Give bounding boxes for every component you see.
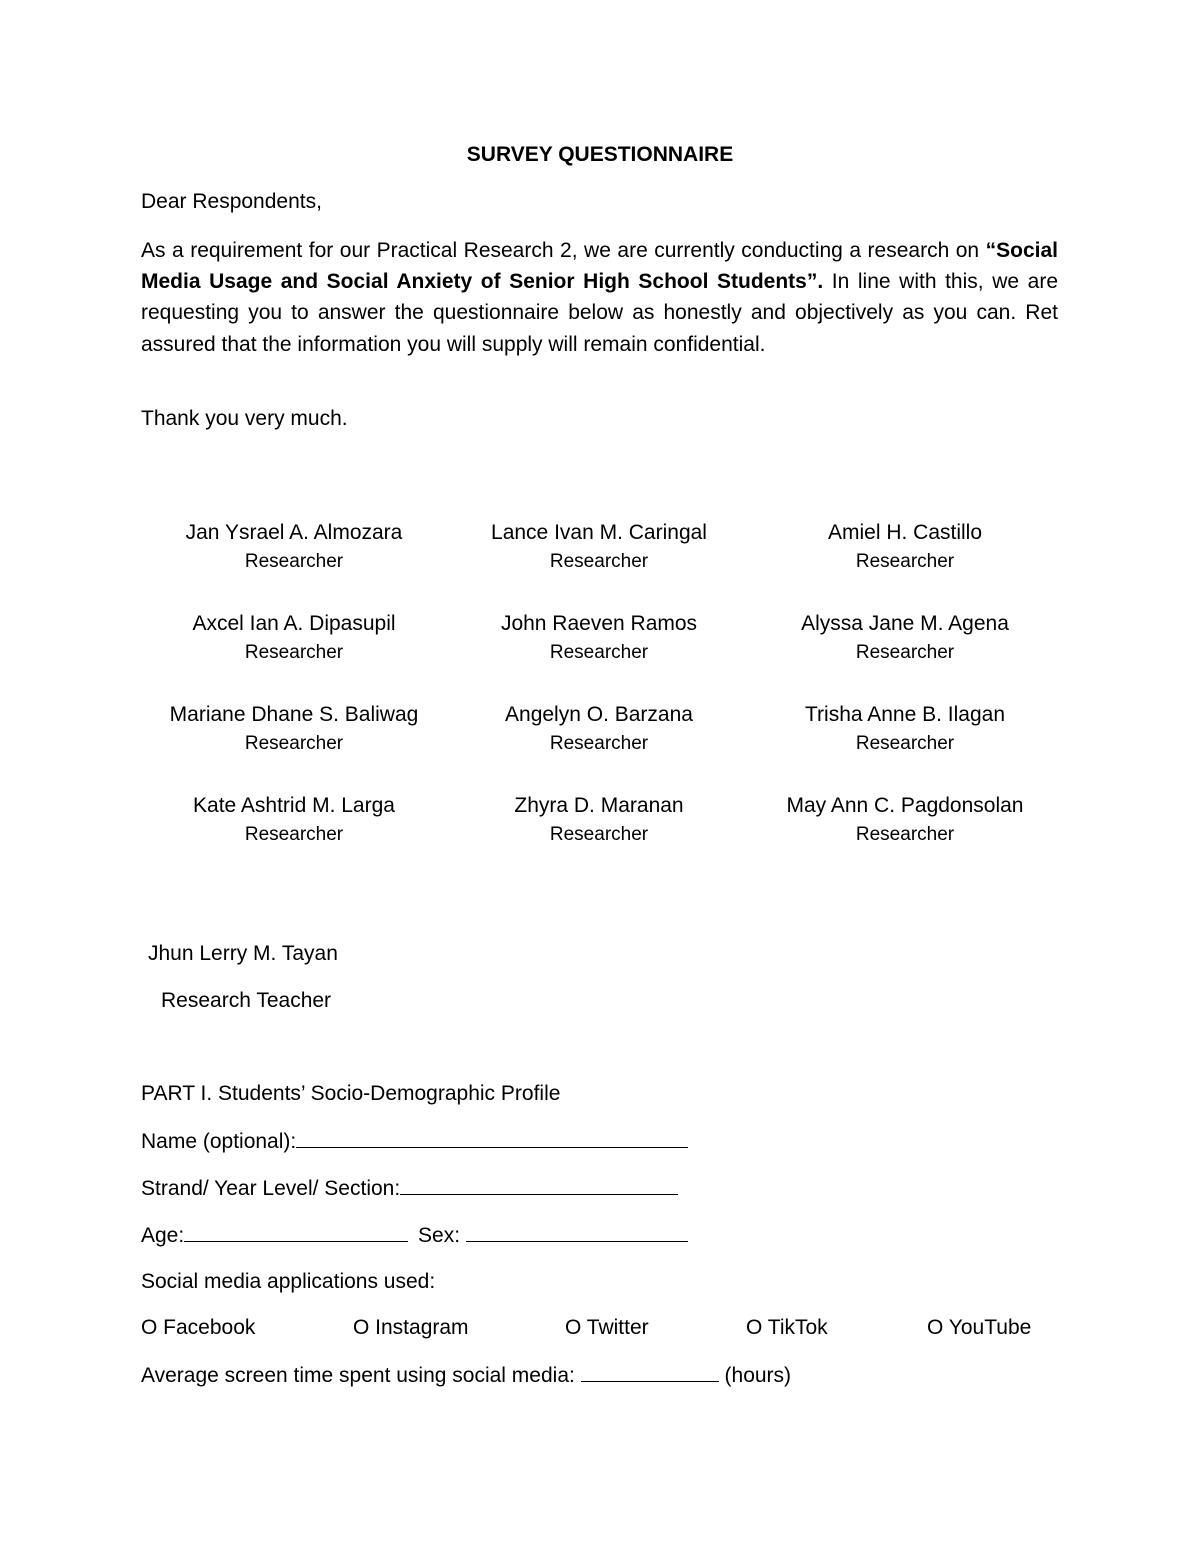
closing-thanks: Thank you very much. xyxy=(141,407,348,430)
document-title: SURVEY QUESTIONNAIRE xyxy=(466,143,734,166)
salutation: Dear Respondents, xyxy=(141,190,322,213)
screen-time-unit: (hours) xyxy=(724,1364,792,1387)
researcher-name: Lance Ivan M. Caringal xyxy=(491,521,707,544)
screen-time-blank[interactable] xyxy=(581,1363,719,1382)
tiktok-option[interactable]: O TikTok xyxy=(746,1316,828,1339)
researcher-name: Amiel H. Castillo xyxy=(827,521,983,544)
instagram-option[interactable]: O Instagram xyxy=(353,1316,469,1339)
age-blank[interactable] xyxy=(184,1223,408,1242)
teacher-role: Research Teacher xyxy=(161,989,332,1012)
researcher-name: Angelyn O. Barzana xyxy=(505,703,693,726)
researcher-entry xyxy=(745,613,1065,662)
strand-blank[interactable] xyxy=(400,1176,678,1195)
researcher-entry xyxy=(134,613,454,662)
researcher-entry xyxy=(439,795,759,844)
researcher-name: May Ann C. Pagdonsolan xyxy=(786,794,1024,817)
researcher-entry xyxy=(439,522,759,571)
sex-label: Sex: xyxy=(418,1224,461,1247)
researcher-entry xyxy=(745,522,1065,571)
intro-text-start: As a requirement for our Practical Research 2, we are currently conducting a research on xyxy=(141,239,986,262)
researcher-entry xyxy=(439,613,759,662)
researcher-entry xyxy=(134,704,454,753)
researcher-role: Researcher xyxy=(549,551,649,572)
researcher-role: Researcher xyxy=(244,642,344,663)
researcher-entry xyxy=(439,704,759,753)
screen-time-label: Average screen time spent using social media: xyxy=(141,1364,575,1387)
researcher-entry xyxy=(134,795,454,844)
name-blank[interactable] xyxy=(296,1129,688,1148)
intro-paragraph xyxy=(141,235,1058,360)
name-label: Name (optional): xyxy=(141,1130,297,1153)
researcher-name: Zhyra D. Maranan xyxy=(514,794,684,817)
researcher-name: Alyssa Jane M. Agena xyxy=(801,612,1009,635)
researcher-role: Researcher xyxy=(855,733,955,754)
screen-time-field xyxy=(141,1363,791,1388)
researcher-role: Researcher xyxy=(549,642,649,663)
researcher-name: Trisha Anne B. Ilagan xyxy=(804,703,1005,726)
intro-text-end: In line with this, we are requesting you to answer the questionnaire below as honestly and objectively as you can. Ret assured that the information you will supply will remain confidential. xyxy=(141,270,1058,356)
researcher-name: John Raeven Ramos xyxy=(500,612,698,635)
age-sex-field xyxy=(141,1223,688,1248)
researcher-role: Researcher xyxy=(244,551,344,572)
researcher-role: Researcher xyxy=(855,824,955,845)
researcher-name: Axcel Ian A. Dipasupil xyxy=(192,612,396,635)
researcher-role: Researcher xyxy=(855,551,955,572)
researcher-entry xyxy=(745,704,1065,753)
researcher-name: Mariane Dhane S. Baliwag xyxy=(169,703,419,726)
researcher-entry xyxy=(134,522,454,571)
researcher-role: Researcher xyxy=(244,824,344,845)
researcher-name: Jan Ysrael A. Almozara xyxy=(185,521,403,544)
youtube-option[interactable]: O YouTube xyxy=(927,1316,1032,1339)
sex-blank[interactable] xyxy=(466,1223,688,1242)
name-field xyxy=(141,1129,688,1154)
researcher-role: Researcher xyxy=(855,642,955,663)
researcher-name: Kate Ashtrid M. Larga xyxy=(193,794,395,817)
age-label: Age: xyxy=(141,1224,185,1247)
researcher-role: Researcher xyxy=(244,733,344,754)
researcher-role: Researcher xyxy=(549,824,649,845)
teacher-name: Jhun Lerry M. Tayan xyxy=(148,942,338,965)
strand-label: Strand/ Year Level/ Section: xyxy=(141,1177,401,1200)
strand-field xyxy=(141,1176,678,1201)
research-title: “Social Media Usage and Social Anxiety of Senior High School Students”. xyxy=(141,239,1058,294)
researcher-entry xyxy=(745,795,1065,844)
facebook-option[interactable]: O Facebook xyxy=(141,1316,256,1339)
researcher-role: Researcher xyxy=(549,733,649,754)
apps-label: Social media applications used: xyxy=(141,1270,436,1293)
part-heading: PART I. Students’ Socio-Demographic Profile xyxy=(141,1082,561,1105)
twitter-option[interactable]: O Twitter xyxy=(565,1316,649,1339)
